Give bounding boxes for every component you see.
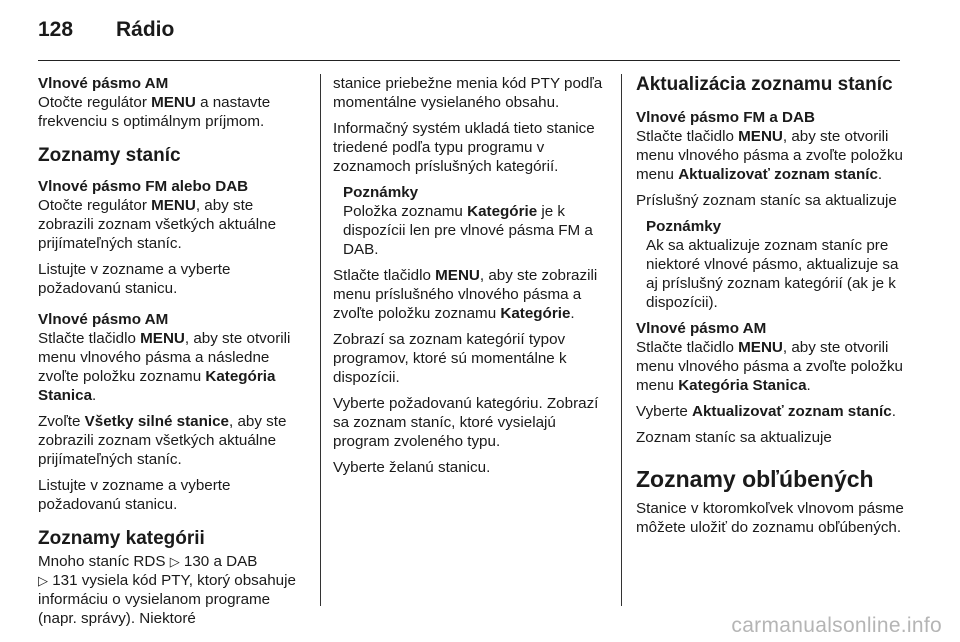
paragraph: stanice priebežne menia kód PTY podľa momentálne vysielaného obsahu. <box>333 75 603 111</box>
paragraph: Zvoľte Všetky silné stanice, aby ste zobrazili zoznam všetkých aktuálne prijímateľných staníc. <box>38 413 287 468</box>
note-text: Ak sa aktualizuje zoznam staníc pre niektoré vlnové pásmo, aktualizuje sa aj príslušný zoznam kategórií (ak je k dispozícii). <box>646 237 899 311</box>
paragraph: Otočte regulátor MENU, aby ste zobrazili zoznam všetkých aktuálne prijímateľných staníc. <box>38 197 277 252</box>
subheading-fm-dab: Vlnové pásmo FM alebo DAB <box>38 178 249 195</box>
paragraph: Zobrazí sa zoznam kategórií typov programov, ktoré sú momentálne k dispozícii. <box>333 331 567 386</box>
column-divider-1 <box>320 74 321 606</box>
subheading-am: Vlnové pásmo AM <box>38 311 169 328</box>
paragraph: Listujte v zozname a vyberte požadovanú stanicu. <box>38 261 231 297</box>
paragraph: Otočte regulátor MENU a nastavte frekvenciu s optimálnym príjmom. <box>38 94 271 130</box>
paragraph: Listujte v zozname a vyberte požadovanú stanicu. <box>38 477 231 513</box>
column-1 <box>38 74 310 628</box>
note-title: Poznámky <box>646 218 722 235</box>
paragraph: Informačný systém ukladá tieto stanice triedené podľa typu programu v zoznamoch príslušných kategórií. <box>333 120 595 175</box>
column-2 <box>333 74 605 477</box>
note-title: Poznámky <box>343 184 419 201</box>
paragraph: Stlačte tlačidlo MENU, aby ste otvorili menu vlnového pásma a zvoľte položku menu Aktualizovať zoznam staníc. <box>636 128 903 183</box>
paragraph: Stanice v ktoromkoľvek vlnovom pásme môžete uložiť do zoznamu obľúbených. <box>636 500 904 536</box>
paragraph: Príslušný zoznam staníc sa aktualizuje <box>636 192 897 209</box>
triangle-right-icon: ▷ <box>169 554 180 569</box>
paragraph: Stlačte tlačidlo MENU, aby ste zobrazili menu príslušného vlnového pásma a zvoľte položku zoznamu Kategórie. <box>333 267 598 322</box>
subheading-am: Vlnové pásmo AM <box>636 320 767 337</box>
paragraph: Vyberte požadovanú kategóriu. Zobrazí sa zoznam staníc, ktoré vysielajú program zvoleného typu. <box>333 395 599 450</box>
triangle-right-icon: ▷ <box>38 573 48 588</box>
note-text: Položka zoznamu Kategórie je k dispozícii len pre vlnové pásma FM a DAB. <box>343 203 593 258</box>
heading-aktualizacia: Aktualizácia zoznamu staníc <box>636 74 893 95</box>
paragraph: Stlačte tlačidlo MENU, aby ste otvorili menu vlnového pásma a zvoľte položku menu Kategória Stanica. <box>636 339 903 394</box>
page-header <box>38 18 900 48</box>
column-divider-2 <box>621 74 622 606</box>
paragraph: Vyberte Aktualizovať zoznam staníc. <box>636 403 896 420</box>
paragraph: Stlačte tlačidlo MENU, aby ste otvorili menu vlnového pásma a následne zvoľte položku zoznamu Kategória Stanica. <box>38 330 291 404</box>
page-number: 128 <box>38 18 74 41</box>
paragraph: Vyberte želanú stanicu. <box>333 459 491 476</box>
page-title: Rádio <box>116 18 175 41</box>
paragraph: Zoznam staníc sa aktualizuje <box>636 429 832 446</box>
subheading-am: Vlnové pásmo AM <box>38 75 169 92</box>
heading-zoznamy-stanic: Zoznamy staníc <box>38 145 181 166</box>
paragraph: Mnoho staníc RDS ▷ 130 a DAB ▷ 131 vysiela kód PTY, ktorý obsahuje informáciu o vysielanom programe (napr. správy). Niektoré <box>38 553 296 627</box>
heading-oblubenych: Zoznamy obľúbených <box>636 466 874 492</box>
heading-zoznamy-kategorii: Zoznamy kategórii <box>38 528 205 549</box>
note-box <box>646 217 908 312</box>
header-rule <box>38 60 900 61</box>
watermark: carmanualsonline.info <box>731 614 942 637</box>
note-box <box>343 183 605 259</box>
subheading-fm-dab: Vlnové pásmo FM a DAB <box>636 109 815 126</box>
column-3 <box>636 74 908 537</box>
